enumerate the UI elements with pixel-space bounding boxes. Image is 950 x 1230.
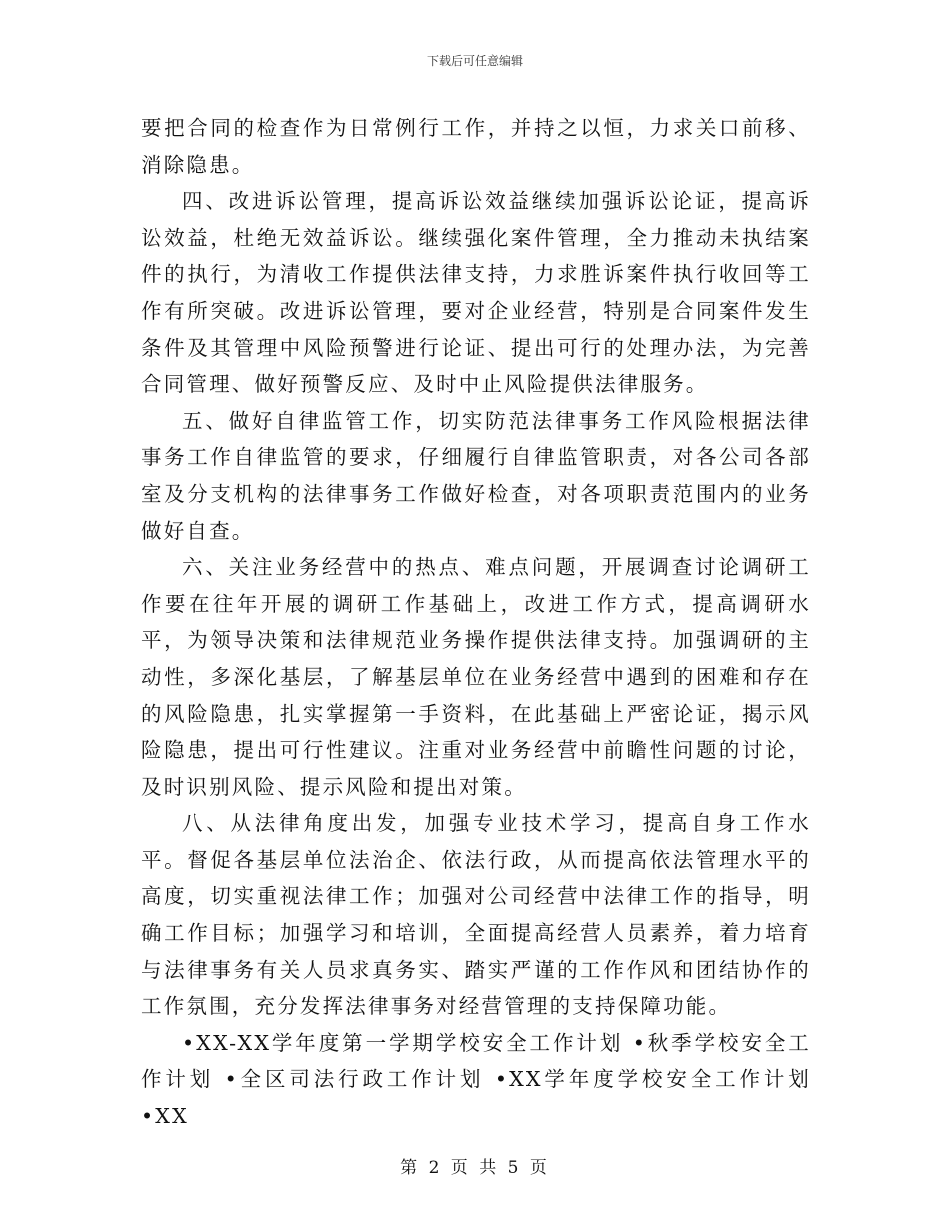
related-links[interactable]: •XX-XX学年度第一学期学校安全工作计划 •秋季学校安全工作计划 •全区司法行政工作计划 •XX学年度学校安全工作计划 •XX (141, 1030, 811, 1129)
paragraph-research: 六、关注业务经营中的热点、难点问题，开展调查讨论调研工作要在往年开展的调研工作基础上，改进工作方式，提高调研水平，为领导决策和法律规范业务操作提供法律支持。加强调研的主动性，多深化基层，了解基层单位在业务经营中遇到的困难和存在的风险隐患，扎实掌握第一手资料，在此基础上严密论证，揭示风险隐患，提出可行性建议。注重对业务经营中前瞻性问题的讨论，及时识别风险、提示风险和提出对策。 (141, 555, 811, 799)
paragraph-legal-study: 八、从法律角度出发，加强专业技术学习，提高自身工作水平。督促各基层单位法治企、依法行政，从而提高依法管理水平的高度，切实重视法律工作；加强对公司经营中法律工作的指导，明确工作目标；加强学习和培训，全面提高经营人员素养，着力培育与法律事务有关人员求真务实、踏实严谨的工作作风和团结协作的工作氛围，充分发挥法律事务对经营管理的支持保障功能。 (141, 811, 811, 1019)
paragraph-self-regulation: 五、做好自律监管工作，切实防范法律事务工作风险根据法律事务工作自律监管的要求，仔细履行自律监管职责，对各公司各部室及分支机构的法律事务工作做好检查，对各项职责范围内的业务做好自查。 (141, 408, 811, 543)
document-body (141, 110, 811, 1135)
paragraph-litigation: 四、改进诉讼管理，提高诉讼效益继续加强诉讼论证，提高诉讼效益，杜绝无效益诉讼。继续强化案件管理，全力推动未执结案件的执行，为清收工作提供法律支持，力求胜诉案件执行收回等工作有所突破。改进诉讼管理，要对企业经营，特别是合同案件发生条件及其管理中风险预警进行论证、提出可行的处理办法，为完善合同管理、做好预警反应、及时中止风险提供法律服务。 (141, 189, 811, 397)
paragraph-contract-check: 要把合同的检查作为日常例行工作，并持之以恒，力求关口前移、消除隐患。 (141, 116, 811, 177)
page-header: 下载后可任意编辑 (426, 54, 523, 68)
page-number: 第 2 页 共 5 页 (400, 1158, 550, 1178)
